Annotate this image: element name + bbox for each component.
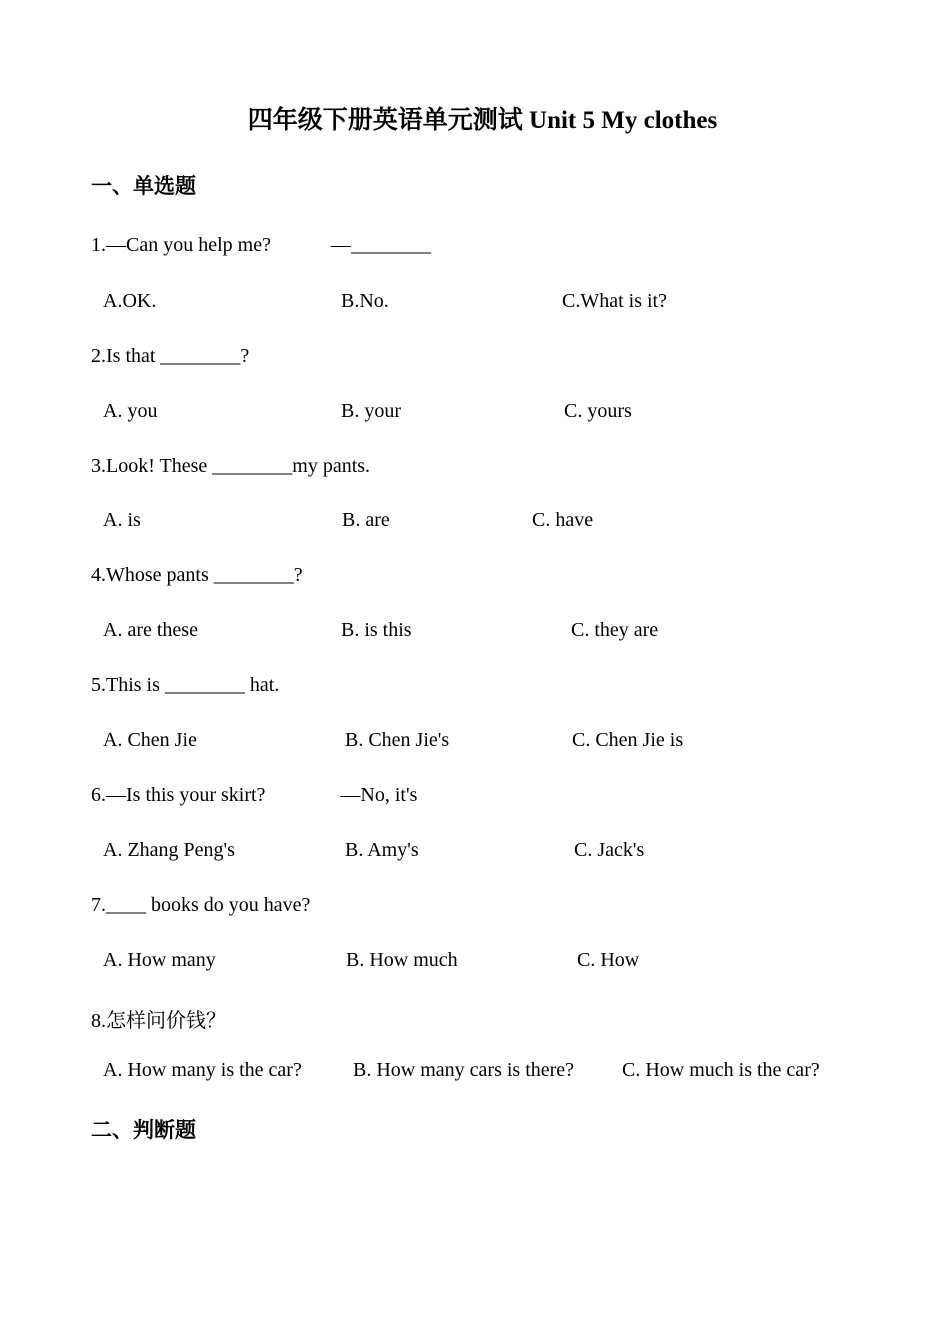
question-1-stem: 1.—Can you help me? —________: [91, 234, 431, 256]
question-6-option-a: A. Zhang Peng's: [103, 839, 235, 861]
question-3-stem: 3.Look! These ________my pants.: [91, 455, 371, 477]
question-8-option-b: B. How many cars is there?: [353, 1059, 575, 1081]
question-3-option-a: A. is: [103, 509, 141, 531]
question-6-stem: 6.—Is this your skirt? —No, it's: [91, 784, 418, 806]
page-title: 四年级下册英语单元测试 Unit 5 My clothes: [247, 107, 718, 134]
question-5-option-b: B. Chen Jie's: [345, 729, 450, 751]
question-4-option-b: B. is this: [341, 619, 412, 641]
question-1-option-b: B.No.: [341, 290, 389, 312]
question-6-option-c: C. Jack's: [574, 839, 645, 861]
question-4-stem: 4.Whose pants ________?: [91, 564, 303, 586]
question-8-stem: 8.怎样问价钱？: [91, 1010, 226, 1032]
question-7-stem: 7.____ books do you have?: [91, 894, 311, 916]
section-heading-single-choice: 一、单选题: [91, 174, 196, 198]
question-8-option-c: C. How much is the car?: [622, 1059, 820, 1081]
question-5-option-a: A. Chen Jie: [103, 729, 197, 751]
section-heading-true-false: 二、判断题: [91, 1118, 196, 1142]
question-8-option-a: A. How many is the car?: [103, 1059, 302, 1081]
question-4-option-c: C. they are: [571, 619, 659, 641]
question-1-option-a: A.OK.: [103, 290, 157, 312]
question-2-option-a: A. you: [103, 400, 158, 422]
question-2-stem: 2.Is that ________?: [91, 345, 250, 367]
question-7-option-c: C. How: [577, 949, 640, 971]
question-6-option-b: B. Amy's: [345, 839, 419, 861]
question-5-option-c: C. Chen Jie is: [572, 729, 684, 751]
question-3-option-c: C. have: [532, 509, 594, 531]
question-7-option-a: A. How many: [103, 949, 216, 971]
question-7-option-b: B. How much: [346, 949, 458, 971]
question-2-option-c: C. yours: [564, 400, 632, 422]
question-2-option-b: B. your: [341, 400, 401, 422]
question-4-option-a: A. are these: [103, 619, 198, 641]
question-5-stem: 5.This is ________ hat.: [91, 674, 280, 696]
question-3-option-b: B. are: [342, 509, 390, 531]
question-1-option-c: C.What is it?: [562, 290, 667, 312]
